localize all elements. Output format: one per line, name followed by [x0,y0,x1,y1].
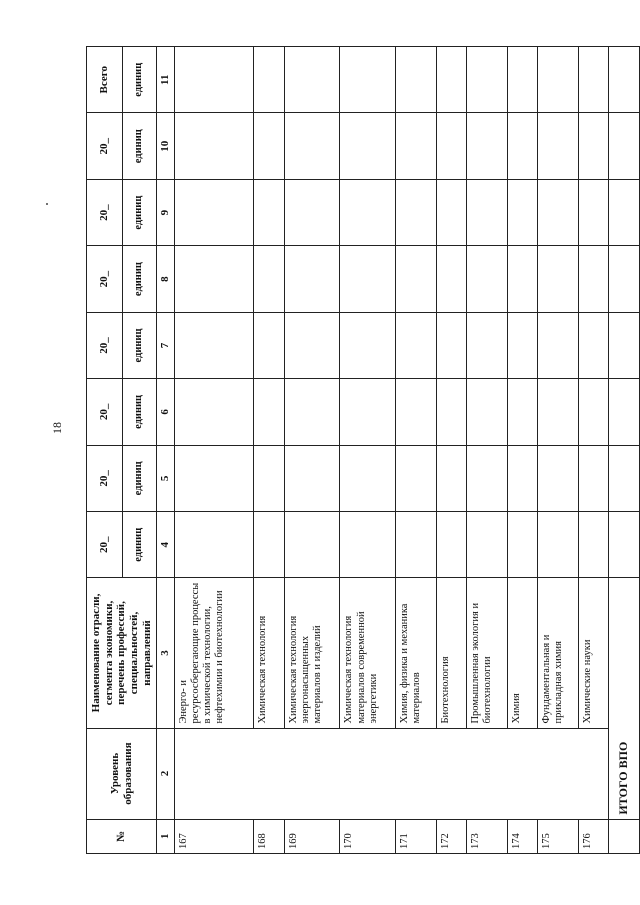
total-label: ИТОГО ВПО [609,578,639,819]
header-total: Всего [87,47,123,114]
value-cell [284,179,340,245]
value-cell [437,47,467,114]
value-cell [396,445,437,511]
value-cell [437,179,467,245]
value-cell [437,312,467,378]
row-number: 172 [437,819,467,853]
column-number: 3 [157,578,175,728]
value-cell [284,246,340,312]
value-cell [396,47,437,114]
row-name: Химические науки [579,578,609,728]
unit-cell: единиц [122,312,157,378]
value-cell [579,512,609,578]
value-cell [284,445,340,511]
value-cell [579,246,609,312]
value-cell [538,113,579,179]
column-number: 8 [157,246,175,312]
header-row [87,47,123,854]
value-cell [254,445,284,511]
value-cell [174,179,254,245]
value-cell [284,379,340,445]
value-cell [437,445,467,511]
value-cell [396,179,437,245]
page-number: 18 [50,422,64,434]
value-cell [284,312,340,378]
column-number: 1 [157,819,175,853]
header-year: 20_ [87,246,123,312]
row-number: 176 [579,819,609,853]
value-cell [579,47,609,114]
header-year: 20_ [87,445,123,511]
row-number: 174 [508,819,538,853]
column-number: 11 [157,47,175,114]
row-name: Химическая технология материалов современной энергетики [340,578,396,728]
value-cell [508,246,538,312]
value-cell [174,512,254,578]
value-cell [467,445,508,511]
column-number: 5 [157,445,175,511]
value-cell [467,312,508,378]
rotated-table-frame [86,46,630,854]
value-cell [174,246,254,312]
value-cell [340,512,396,578]
value-cell [396,113,437,179]
value-cell [609,312,639,378]
column-number: 9 [157,179,175,245]
value-cell [508,379,538,445]
value-cell [254,379,284,445]
value-cell [609,179,639,245]
value-cell [340,445,396,511]
row-name: Химия [508,578,538,728]
value-cell [437,246,467,312]
column-number: 6 [157,379,175,445]
value-cell [579,179,609,245]
value-cell [254,246,284,312]
value-cell [340,179,396,245]
value-cell [579,379,609,445]
value-cell [396,512,437,578]
unit-cell: единиц [122,445,157,511]
value-cell [396,379,437,445]
row-number: 169 [284,819,340,853]
value-cell [284,113,340,179]
value-cell [254,47,284,114]
value-cell [467,47,508,114]
education-table [86,46,640,854]
value-cell [538,312,579,378]
value-cell [579,445,609,511]
value-cell [284,47,340,114]
header-no: № [87,819,157,853]
value-cell [340,379,396,445]
value-cell [340,113,396,179]
value-cell [538,246,579,312]
value-cell [174,47,254,114]
row-number: 173 [467,819,508,853]
value-cell [174,379,254,445]
value-cell [467,179,508,245]
value-cell [174,445,254,511]
value-cell [174,312,254,378]
header-industry: Наименование отрасли, сегмента экономики, перечень профессий, специальностей, направлений [87,578,157,728]
total-number-cell [609,819,639,853]
value-cell [396,246,437,312]
unit-cell: единиц [122,179,157,245]
unit-cell: единиц [122,47,157,114]
column-number: 10 [157,113,175,179]
value-cell [538,179,579,245]
header-year: 20_ [87,512,123,578]
value-cell [609,113,639,179]
value-cell [174,113,254,179]
column-number: 4 [157,512,175,578]
value-cell [609,445,639,511]
unit-cell: единиц [122,246,157,312]
value-cell [579,312,609,378]
value-cell [437,113,467,179]
value-cell [508,445,538,511]
row-name: Биотехнология [437,578,467,728]
value-cell [284,512,340,578]
header-year: 20_ [87,179,123,245]
header-year: 20_ [87,379,123,445]
row-name: Химическая технология энергонасыщенных материалов и изделий [284,578,340,728]
value-cell [467,113,508,179]
unit-cell: единиц [122,512,157,578]
row-name: Промышленная экология и биотехнологии [467,578,508,728]
value-cell [609,246,639,312]
header-year: 20_ [87,113,123,179]
value-cell [254,179,284,245]
column-number: 7 [157,312,175,378]
row-name: Фундаментальная и прикладная химия [538,578,579,728]
value-cell [538,445,579,511]
value-cell [467,512,508,578]
value-cell [508,47,538,114]
row-number: 175 [538,819,579,853]
value-cell [579,113,609,179]
value-cell [538,47,579,114]
unit-cell: единиц [122,113,157,179]
value-cell [254,512,284,578]
scan-dot [46,203,48,205]
value-cell [508,113,538,179]
value-cell [508,312,538,378]
value-cell [396,312,437,378]
table-row [174,47,254,854]
row-number: 167 [174,819,254,853]
value-cell [254,113,284,179]
row-number: 170 [340,819,396,853]
value-cell [538,512,579,578]
value-cell [340,246,396,312]
value-cell [508,179,538,245]
value-cell [609,379,639,445]
row-name: Энерго- и ресурсосберегающие процессы в химической технологии, нефтехимии и биотехнологии [174,578,254,728]
row-name: Химическая технология [254,578,284,728]
value-cell [538,379,579,445]
value-cell [467,246,508,312]
value-cell [437,512,467,578]
header-year: 20_ [87,312,123,378]
row-name: Химия, физика и механика материалов [396,578,437,728]
value-cell [609,47,639,114]
value-cell [467,379,508,445]
value-cell [340,47,396,114]
value-cell [609,512,639,578]
row-number: 171 [396,819,437,853]
unit-cell: единиц [122,379,157,445]
value-cell [508,512,538,578]
row-number: 168 [254,819,284,853]
header-level: Уровень образования [87,728,157,819]
total-row [609,47,639,854]
level-cell [174,728,608,819]
value-cell [437,379,467,445]
value-cell [340,312,396,378]
column-number: 2 [157,728,175,819]
value-cell [254,312,284,378]
column-number-row [157,47,175,854]
